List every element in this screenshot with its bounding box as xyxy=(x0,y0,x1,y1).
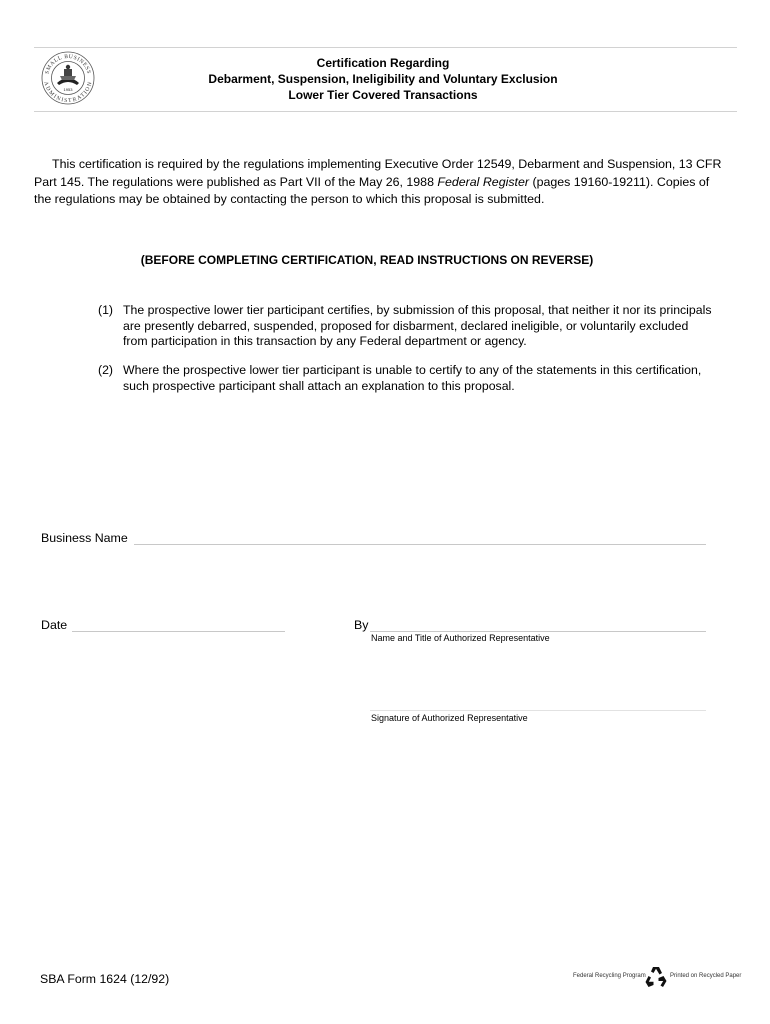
signature-underline xyxy=(370,710,706,711)
title-line-1: Certification Regarding xyxy=(316,56,450,70)
item-line: from participation in this transaction by any Federal department or agency. xyxy=(123,334,527,348)
certification-item-2 xyxy=(98,363,718,394)
date-field[interactable] xyxy=(72,615,285,631)
business-name-field[interactable] xyxy=(134,528,706,544)
representative-name-field[interactable] xyxy=(370,615,706,631)
seal-ring-text-top: SMALL BUSINESS xyxy=(44,53,92,75)
recycled-paper-text: Printed on Recycled Paper xyxy=(670,973,742,979)
certification-item-1 xyxy=(98,303,718,350)
title-line-3: Lower Tier Covered Transactions xyxy=(288,88,478,102)
item-number: (2) xyxy=(98,363,114,377)
title-line-2: Debarment, Suspension, Ineligibility and Voluntary Exclusion xyxy=(208,72,558,86)
federal-register-italic: Federal Register xyxy=(437,174,529,189)
form-number: SBA Form 1624 (12/92) xyxy=(40,972,170,986)
header-bottom-rule xyxy=(34,111,737,112)
instructions-notice: (BEFORE COMPLETING CERTIFICATION, READ INSTRUCTIONS ON REVERSE) xyxy=(140,253,594,267)
intro-line-1: This certification is required by the regulations implementing Executive Order 12549, Debarment and Suspension, 13 CFR xyxy=(52,157,722,171)
name-title-caption: Name and Title of Authorized Representative xyxy=(371,633,550,643)
intro-paragraph xyxy=(34,156,734,209)
by-label: By xyxy=(354,618,369,632)
seal-ring-text-bottom: ADMINISTRATION xyxy=(42,81,94,105)
seal-center-text: 1953 xyxy=(63,87,73,92)
item-number: (1) xyxy=(98,303,114,317)
item-line: Where the prospective lower tier participant is unable to certify to any of the statements in this certification, xyxy=(123,363,702,377)
intro-line-2-before: Part 145. The regulations were published as Part VII of the May 26, 1988 xyxy=(34,174,438,189)
intro-line-2-after: (pages 19160-19211). Copies of xyxy=(529,174,710,189)
signature-field[interactable] xyxy=(370,693,706,709)
form-title xyxy=(150,55,616,103)
intro-line-3: the regulations may be obtained by contacting the person to which this proposal is submitted. xyxy=(34,192,545,206)
business-name-underline xyxy=(134,544,706,545)
svg-text:ADMINISTRATION xyxy=(42,81,93,104)
signature-caption: Signature of Authorized Representative xyxy=(371,713,528,723)
recycling-program-text: Federal Recycling Program xyxy=(573,973,646,979)
sba-seal-icon xyxy=(40,50,96,106)
business-name-label: Business Name xyxy=(41,531,128,545)
representative-name-underline xyxy=(370,631,706,632)
header-top-rule xyxy=(34,47,737,48)
date-label: Date xyxy=(41,618,68,632)
date-underline xyxy=(72,631,285,632)
item-line: are presently debarred, suspended, proposed for disbarment, declared ineligible, or voluntarily excluded xyxy=(123,318,689,333)
item-line: such prospective participant shall attach an explanation to this proposal. xyxy=(123,378,515,393)
recycling-badge xyxy=(572,962,742,994)
recycle-icon xyxy=(644,964,668,990)
item-line: The prospective lower tier participant certifies, by submission of this proposal, that neither it nor its principals xyxy=(123,303,712,317)
